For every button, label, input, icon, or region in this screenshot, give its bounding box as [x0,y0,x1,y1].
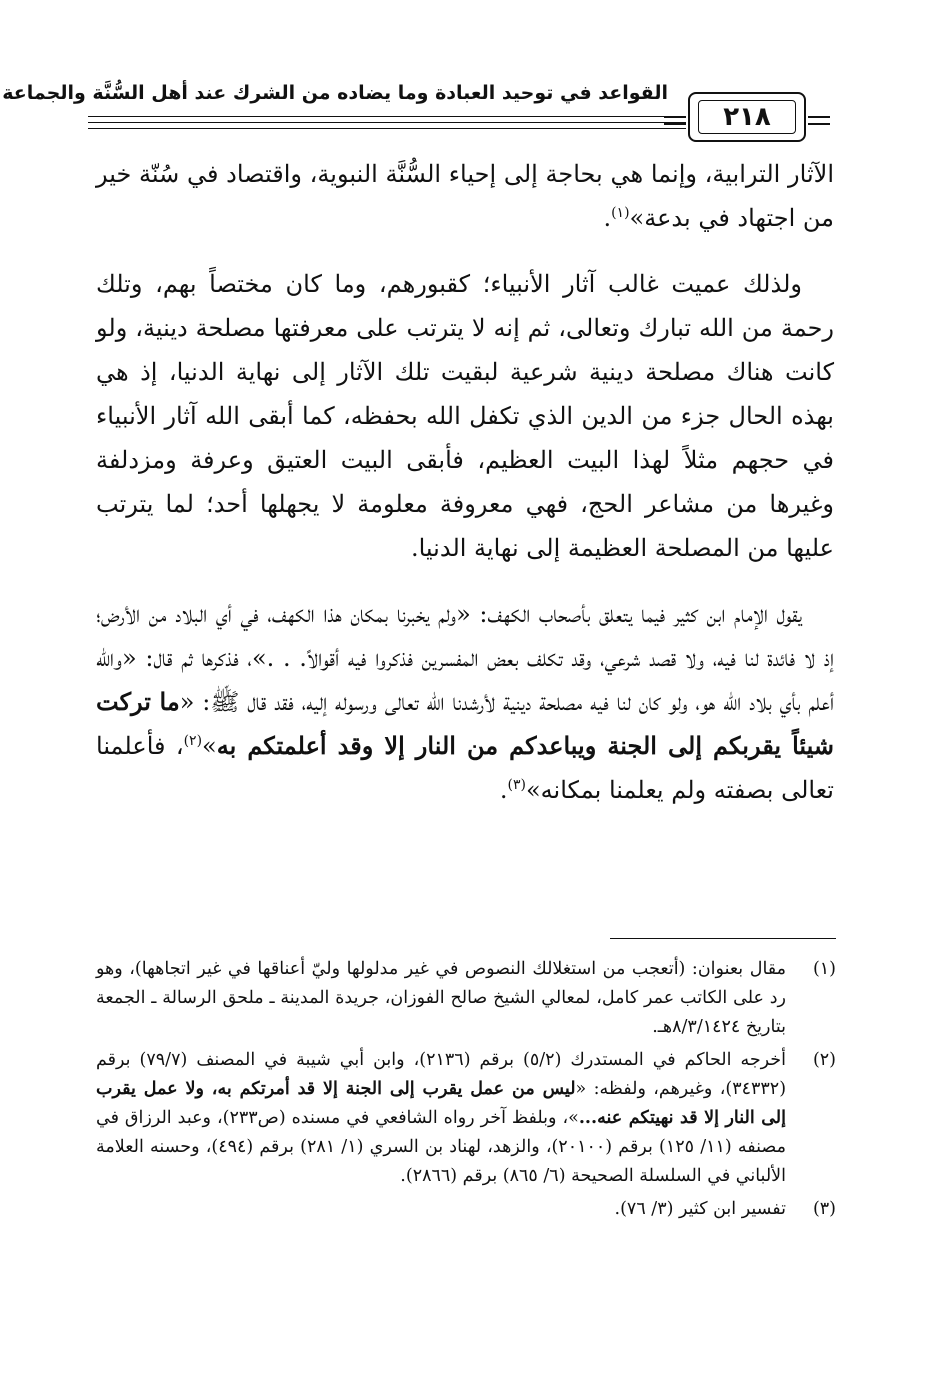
footnote-text: »، وبلفظ آخر رواه الشافعي في مسنده (ص٢٣٣)، وعبد الرزاق في مصنفه (١١/ ١٢٥) برقم (٢٠١٠٠)، والزهد، لهناد بن السري (١/ ٢٨١) برقم (٤٩٤)، وحسنه العلامة الألباني في السلسلة الصحيحة (٦/ ٨٦٥) برقم (٢٨٦٦). [96,1108,786,1186]
hadith-quote: ليس من عمل يقرب إلى الجنة إلا قد أمرتكم به، ولا عمل يقرب إلى النار إلا قد نهيتكم عنه... [96,1079,786,1128]
footnote-ref[interactable]: (٣) [507,777,526,793]
footnote-3 [96,1195,836,1224]
page-number-ornament [808,123,830,125]
period: . [499,776,508,804]
footnote-text: مقال بعنوان: (أتعجب من استغلالك النصوص في غير مدلولها وليّ أعناقها في غير اتجاهها)، وهو رد على الكاتب عمر كامل، لمعالي الشيخ صالح الفوزان، جريدة المدينة ـ ملحق الرسالة ـ الجمعة بتاريخ ٨/٣/١٤٢٤هـ. [96,959,786,1037]
footnotes [96,955,836,1228]
page-number-frame [688,92,806,142]
paragraph-text: يقول الإمام ابن كثير فيما يتعلق بأصحاب الكهف: «ولم يخبرنا بمكان هذا الكهف، في أي البلاد من الأرض؛ إذ لا فائدة لنا فيه، ولا قصد شرعي، وقد تكلف بعض المفسرين فذكروا فيه أقوالاً. . .»، فذكرها ثم قال: «والله أعلم بأي بلاد الله هو، ولو كان لنا فيه مصلحة دينية لأرشدنا الله تعالى ورسوله إليه، فقد قال ﷺ: « [96,600,834,716]
paragraph-prophets-traces [96,262,834,570]
footnote-ref[interactable]: (٢) [183,733,203,749]
paragraph-text: الآثار الترابية، وإنما هي بحاجة إلى إحياء السُّنَّة النبوية، واقتصاد في سُنّة خير من اجتهاد في بدعة» [96,160,834,232]
page-number: ٢١٨ [698,100,796,134]
footnote-text: تفسير ابن كثير (٣/ ٧٦). [614,1199,786,1219]
page-number-ornament [664,116,686,118]
running-header-title: القواعد في توحيد العبادة وما يضاده من الشرك عند أهل السُّنَّة والجماعة [2,82,668,104]
paragraph-text: ولذلك عميت غالب آثار الأنبياء؛ كقبورهم، وما كان مختصاً بهم، وتلك رحمة من الله تبارك وتعالى، ثم إنه لا يترتب على معرفتها مصلحة دينية، ولو كانت هناك مصلحة دينية شرعية لبقيت تلك الآثار إلى نهاية الدنيا، إذ هي بهذه الحال جزء من الدين الذي تكفل الله بحفظه، كما أبقى الله آثار الأنبياء في حجهم مثلاً لهذا البيت العظيم، فأبقى البيت العتيق وعرفة ومزدلفة وغيرها من مشاعر الحج، فهي معروفة معلومة لا يجهلها أحد؛ لما يترتب عليها من المصلحة العظيمة إلى نهاية الدنيا. [96,270,835,562]
footnote-number: (١) [812,959,836,979]
hadith-quote: ما تركت شيئاً يقربكم إلى الجنة ويباعدكم من النار إلا وقد أعلمتكم به [96,687,834,760]
quote-close: » [202,732,217,760]
footnote-number: (٣) [812,1199,836,1219]
header-rule [88,128,686,129]
header-rule [88,116,686,117]
paragraph-ibn-kathir [96,592,834,812]
footnote-2 [96,1046,836,1191]
period: . [603,204,612,232]
footnote-separator [610,938,836,939]
footnote-1 [96,955,836,1042]
footnote-text: أخرجه الحاكم في المستدرك (٥/٢) برقم (٢١٣٦)، وابن أبي شيبة في المصنف (٧٩/٧) برقم (٣٤٣٣٢)، وغيرهم، ولفظه: « [96,1050,787,1099]
paragraph-continuation [96,152,834,240]
header-rule [88,122,686,123]
footnote-ref[interactable]: (١) [611,205,630,221]
page-number-ornament [808,116,830,118]
paragraph-text: ، فأعلمنا تعالى بصفته ولم يعلمنا بمكانه» [96,732,834,804]
footnote-number: (٢) [812,1050,836,1070]
page-number-ornament [664,123,686,125]
